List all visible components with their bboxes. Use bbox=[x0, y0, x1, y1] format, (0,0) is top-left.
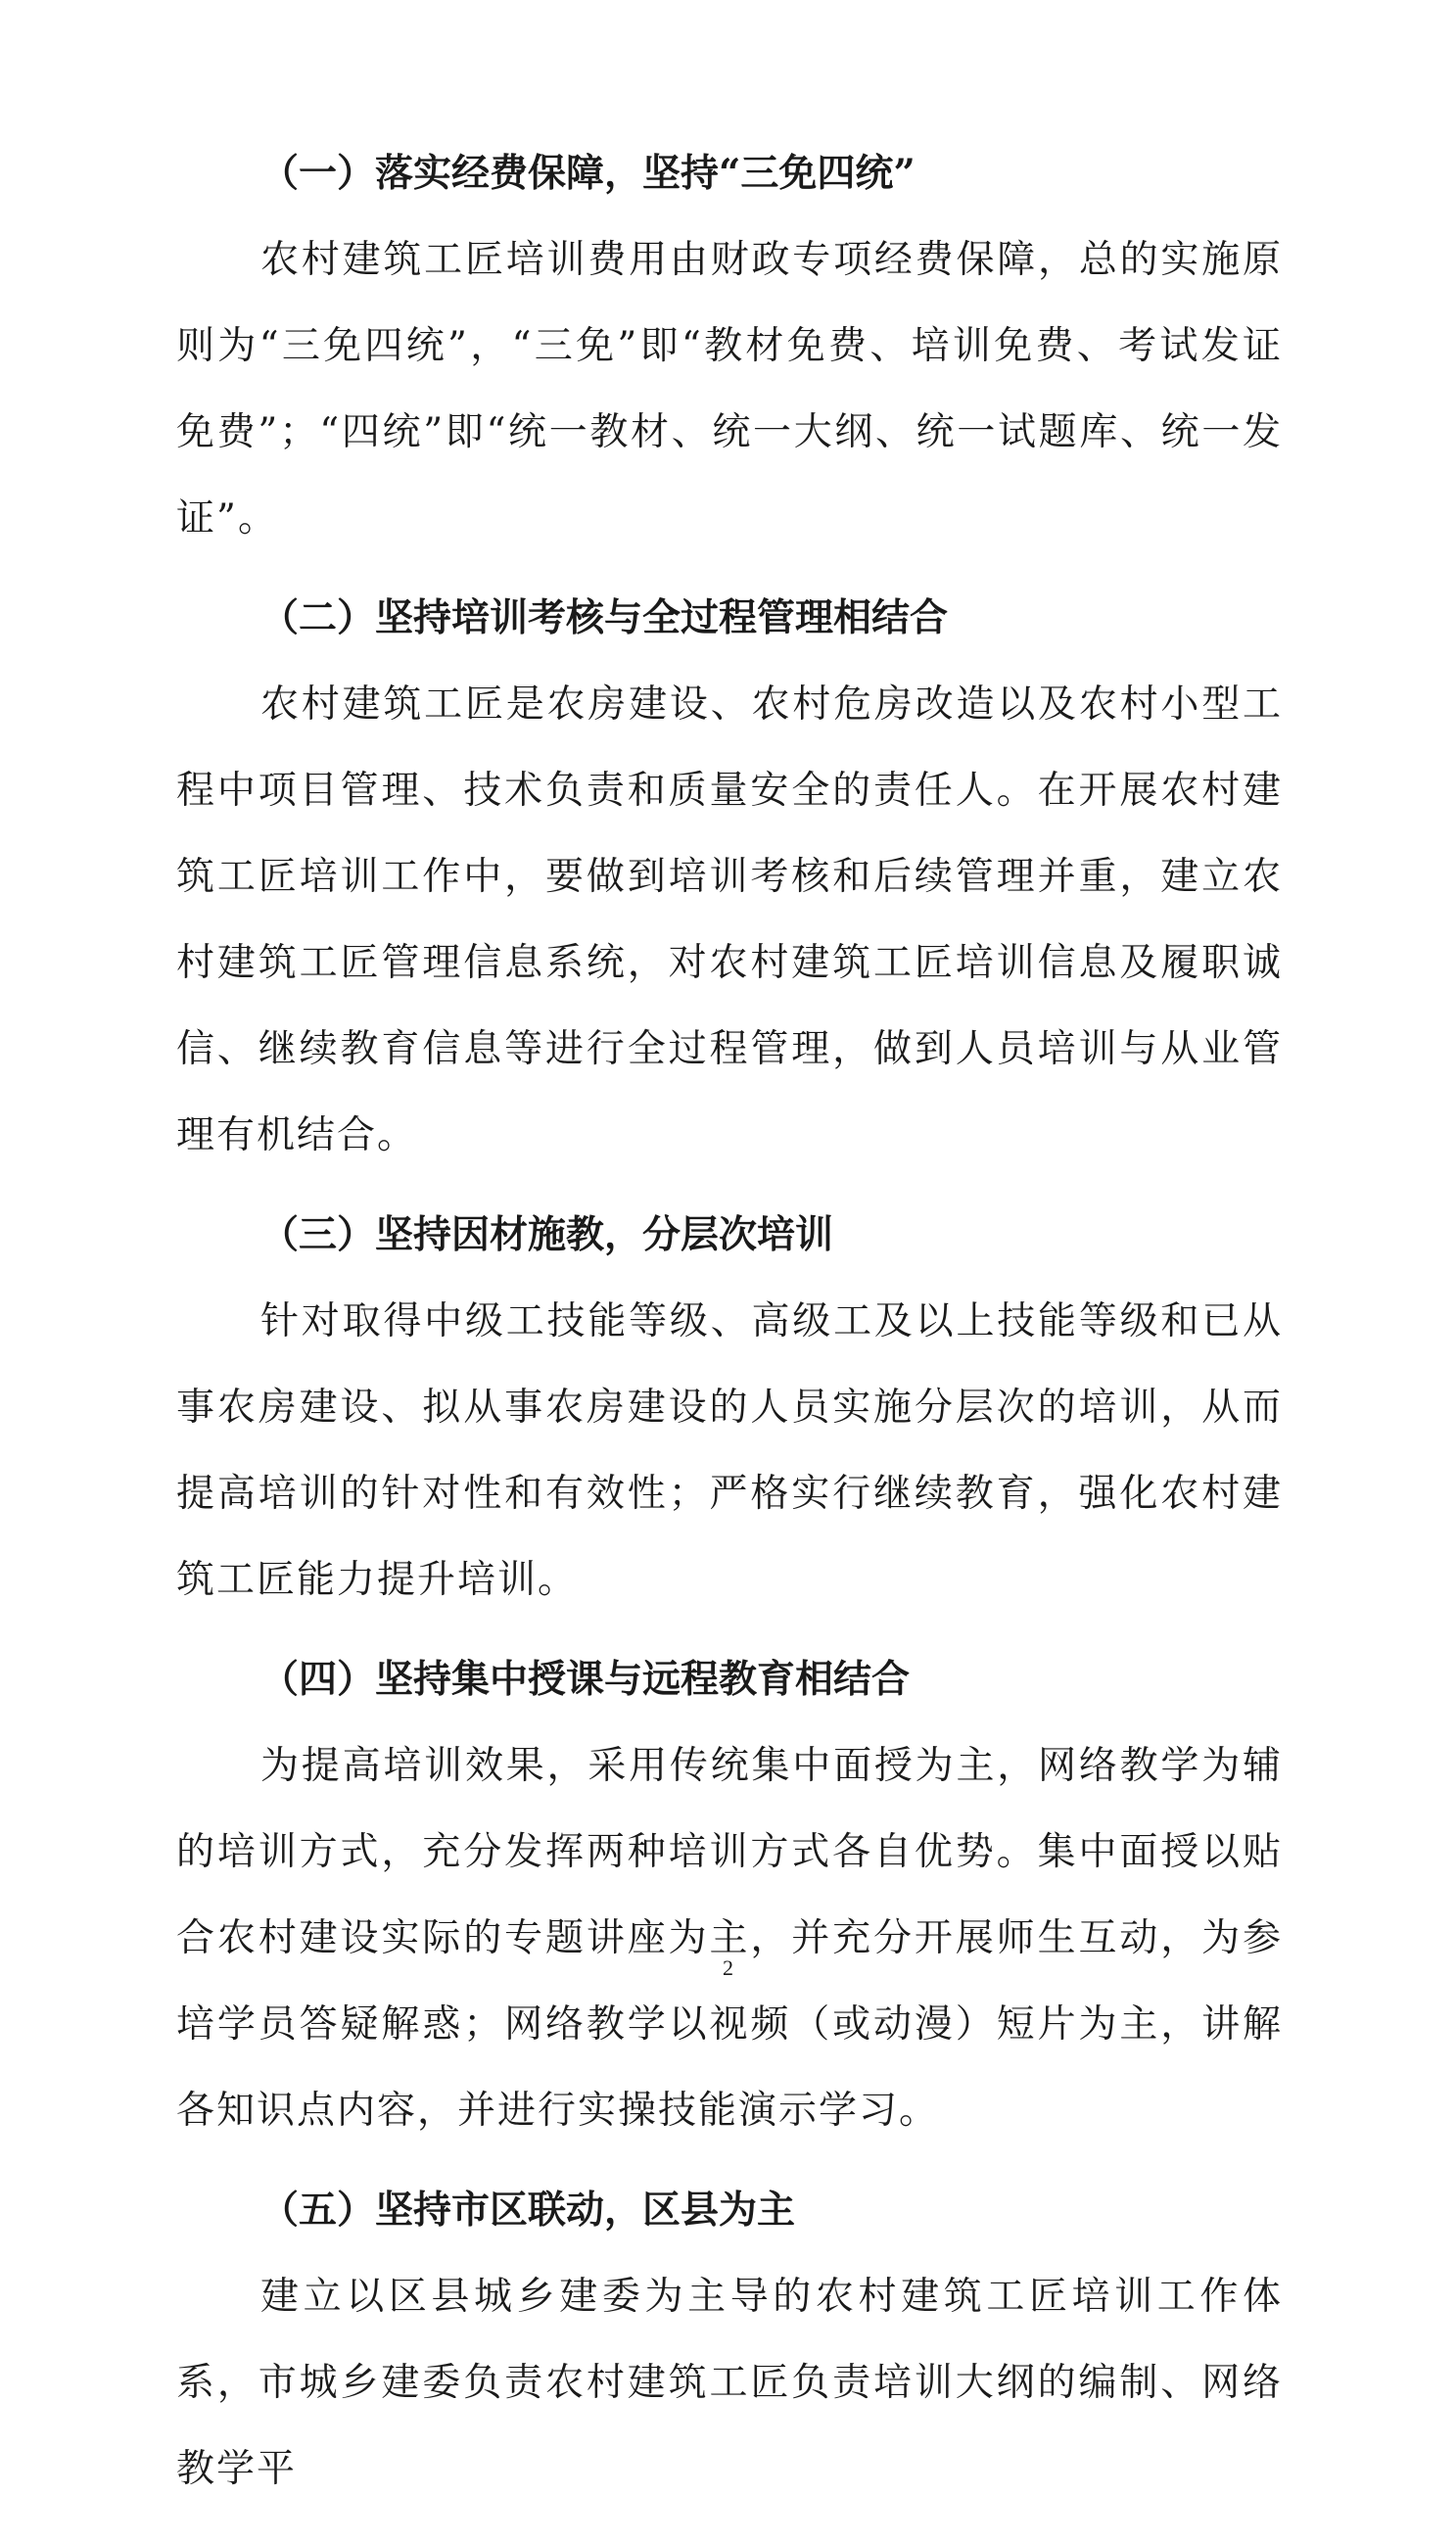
section-paragraph: 为提高培训效果，采用传统集中面授为主，网络教学为辅的培训方式，充分发挥两种培训方式各自优势。集中面授以贴合农村建设实际的专题讲座为主，并充分开展师生互动，为参培学员答疑解惑；网络教学以视频（或动漫）短片为主，讲解各知识点内容，并进行实操技能演示学习。 bbox=[176, 1744, 1283, 2133]
document-body bbox=[176, 147, 1283, 2542]
section-3 bbox=[176, 1208, 1283, 1624]
section-heading: （四）坚持集中授课与远程教育相结合 bbox=[260, 1657, 911, 1702]
section-heading: （三）坚持因材施教，分层次培训 bbox=[260, 1212, 834, 1257]
section-paragraph: 针对取得中级工技能等级、高级工及以上技能等级和已从事农房建设、拟从事农房建设的人员实施分层次的培训，从而提高培训的针对性和有效性；严格实行继续教育，强化农村建筑工匠能力提升培训。 bbox=[176, 1299, 1283, 1602]
section-heading: （二）坚持培训考核与全过程管理相结合 bbox=[260, 595, 949, 640]
section-heading: （五）坚持市区联动，区县为主 bbox=[260, 2188, 796, 2233]
section-paragraph: 农村建筑工匠是农房建设、农村危房改造以及农村小型工程中项目管理、技术负责和质量安全的责任人。在开展农村建筑工匠培训工作中，要做到培训考核和后续管理并重，建立农村建筑工匠管理信息系统，对农村建筑工匠培训信息及履职诚信、继续教育信息等进行全过程管理，做到人员培训与从业管理有机结合。 bbox=[176, 683, 1283, 1157]
section-paragraph: 农村建筑工匠培训费用由财政专项经费保障，总的实施原则为“三免四统”，“三免”即“教材免费、培训免费、考试发证免费”；“四统”即“统一教材、统一大纲、统一试题库、统一发证”。 bbox=[176, 238, 1283, 541]
section-2 bbox=[176, 591, 1283, 1179]
section-4 bbox=[176, 1653, 1283, 2154]
section-5 bbox=[176, 2184, 1283, 2513]
section-1 bbox=[176, 147, 1283, 562]
page-number: 2 bbox=[723, 1955, 733, 1980]
section-paragraph: 建立以区县城乡建委为主导的农村建筑工匠培训工作体系，市城乡建委负责农村建筑工匠负责培训大纲的编制、网络教学平 bbox=[176, 2275, 1283, 2491]
section-heading: （一）落实经费保障，坚持“三免四统” bbox=[260, 151, 916, 196]
